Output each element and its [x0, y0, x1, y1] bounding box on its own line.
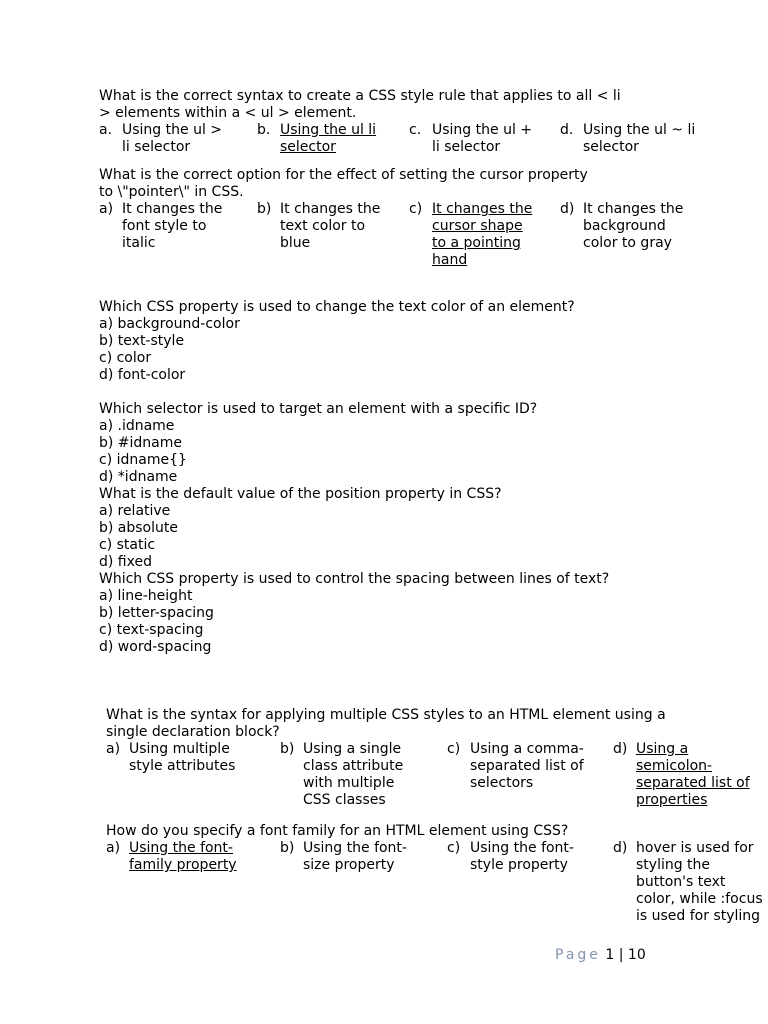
question-8-options: a) Using the font- family property b) Using the font- size property c) Using the font- style property d) hover is used for styling the button's text color, while :focus is used for styling	[106, 840, 763, 924]
page-separator: |	[614, 947, 628, 963]
question-3: Which CSS property is used to change the text color of an element? a) background-color b) text-style c) color d) font-color	[99, 299, 575, 383]
page-label: Page	[555, 947, 601, 963]
page-current: 1	[605, 947, 615, 963]
question-text: What is the correct option for the effect of setting the cursor property	[99, 167, 588, 183]
question-7: What is the syntax for applying multiple CSS styles to an HTML element using a single declaration block?	[106, 707, 666, 740]
page-total: 10	[627, 947, 646, 963]
question-text: to \"pointer\" in CSS.	[99, 184, 244, 200]
document-page: What is the correct syntax to create a CSS style rule that applies to all < li > elements within a < ul > element. a. Using the ul > li selector b. Using the ul li selector c. Using the ul + li selector d. Using the ul ~ li selector What is the correct option for the effect of setting the cursor property to \"pointer\" in CSS. a) It changes the font style to italic b) It changes the text color to blue c) It changes the cursor shape to a pointing hand d) It changes the background color to gray Which CSS property is used to change the text color of an element? a) background-color b) text-style c) color d) font-color Which selector is used to target an element with a specific ID? a) .idname b) #idname c) idname{} d) *idname What is the default value of the position property in CSS? a) relative b) absolute c) static d) fixed Which CSS property is used to control the spacing between lines of text? a) line-height b) letter-spacing c) text-spacing d) word-spacing What is the syntax for applying multiple CSS styles to an HTML element using a single declaration block? a) Using multiple style attributes b) Using a single class attribute with multiple CSS classes c) Using a comma- separated list of selectors d) Using a semicolon- separated list of properties How do you specify a font family for an HTML element using CSS? a) Using the font- family property b) Using the font- size property c) Using the font- style property d) hover is used for styling the button's text color, while :focus is used for styling Page 1 | 10	[0, 0, 768, 1024]
page-footer	[555, 947, 646, 964]
question-text: What is the correct syntax to create a CSS style rule that applies to all < li	[99, 88, 621, 104]
question-4-6: Which selector is used to target an element with a specific ID? a) .idname b) #idname c) idname{} d) *idname What is the default value of the position property in CSS? a) relative b) absolute c) static d) fixed Which CSS property is used to control the spacing between lines of text? a) line-height b) letter-spacing c) text-spacing d) word-spacing	[99, 401, 610, 655]
question-1	[99, 88, 759, 122]
question-2	[99, 167, 759, 201]
question-8: How do you specify a font family for an HTML element using CSS?	[106, 823, 569, 839]
question-text: > elements within a < ul > element.	[99, 105, 357, 121]
